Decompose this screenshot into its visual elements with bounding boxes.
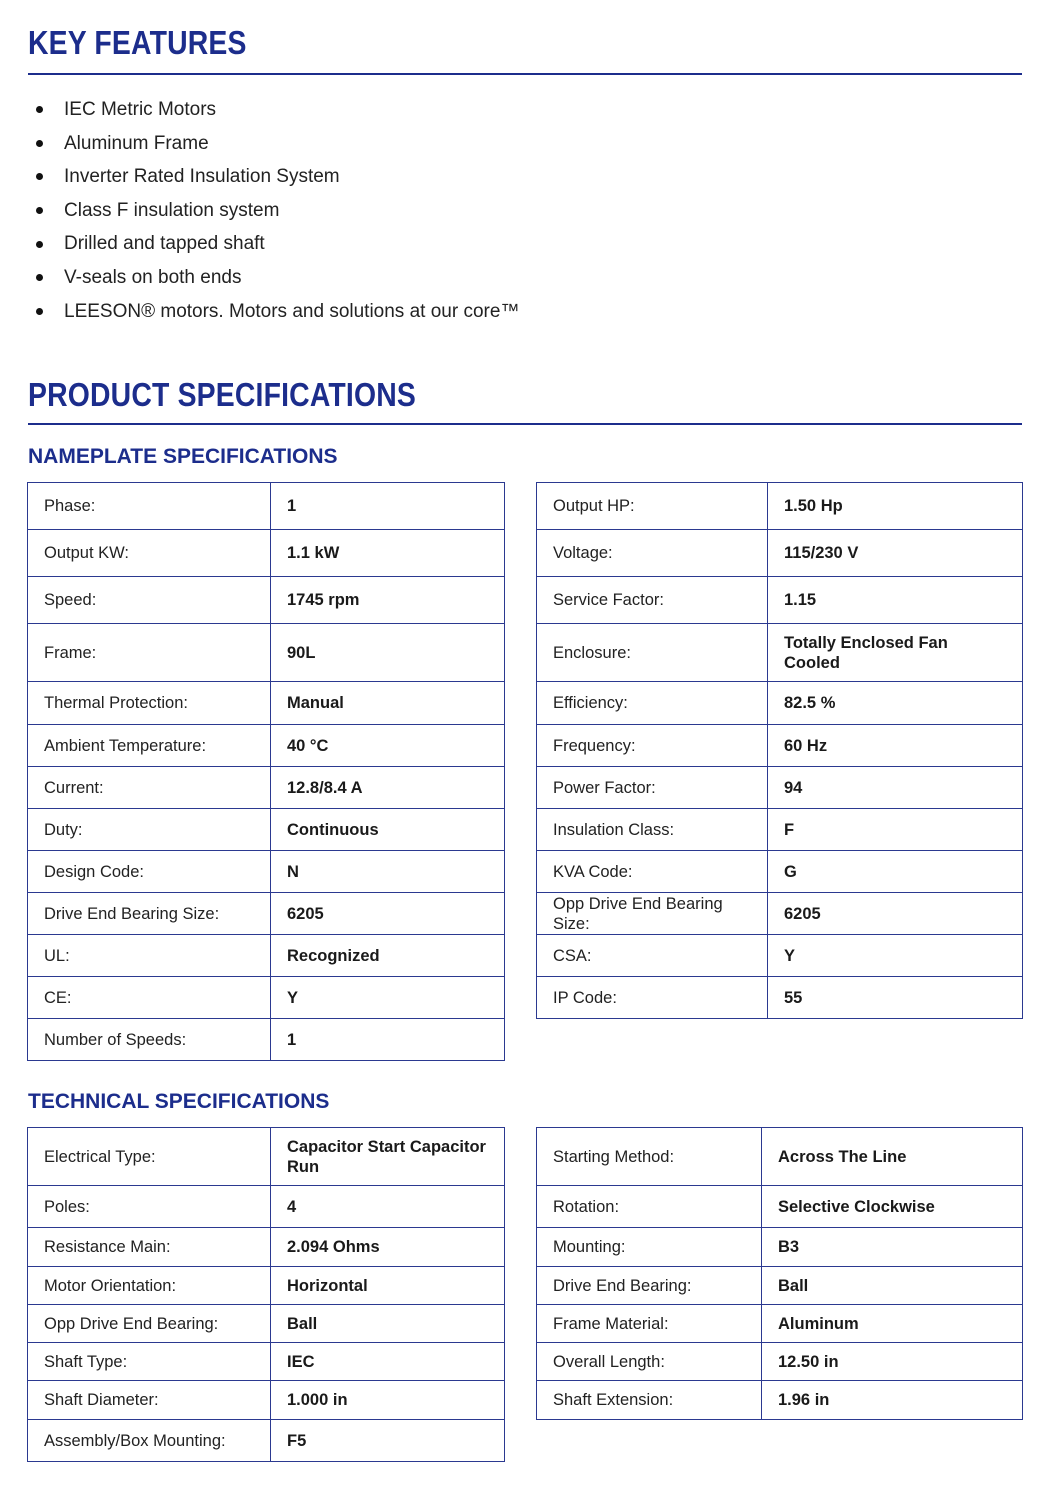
- spec-label: Output KW:: [28, 530, 271, 577]
- technical-table-left: [27, 1127, 505, 1462]
- spec-label: Opp Drive End Bearing Size:: [537, 893, 768, 935]
- spec-row: [537, 725, 1023, 767]
- spec-row: [537, 935, 1023, 977]
- spec-label: Frequency:: [537, 725, 768, 767]
- spec-label: Starting Method:: [537, 1128, 762, 1186]
- spec-row: [28, 483, 505, 530]
- spec-row: [28, 1381, 505, 1420]
- spec-row: [28, 893, 505, 935]
- spec-value: 94: [768, 767, 1023, 809]
- spec-value: 82.5 %: [768, 682, 1023, 725]
- spec-row: [537, 1343, 1023, 1381]
- spec-value: 1.15: [768, 577, 1023, 624]
- bullet-icon: [36, 106, 43, 113]
- spec-value: 6205: [768, 893, 1023, 935]
- spec-row: [537, 809, 1023, 851]
- spec-row: [537, 1186, 1023, 1228]
- spec-label: Voltage:: [537, 530, 768, 577]
- spec-label: Ambient Temperature:: [28, 725, 271, 767]
- product-specifications-heading: PRODUCT SPECIFICATIONS: [28, 376, 416, 413]
- spec-value: 1.1 kW: [271, 530, 505, 577]
- technical-table-right: [536, 1127, 1023, 1420]
- feature-item: LEESON® motors. Motors and solutions at our core™: [36, 295, 519, 329]
- key-features-list: [36, 93, 519, 328]
- spec-value: Y: [768, 935, 1023, 977]
- spec-value: 1: [271, 483, 505, 530]
- spec-label: Phase:: [28, 483, 271, 530]
- spec-label: Service Factor:: [537, 577, 768, 624]
- spec-row: [28, 977, 505, 1019]
- spec-label: Power Factor:: [537, 767, 768, 809]
- spec-value: N: [271, 851, 505, 893]
- spec-label: Output HP:: [537, 483, 768, 530]
- spec-label: KVA Code:: [537, 851, 768, 893]
- spec-label: Shaft Diameter:: [28, 1381, 271, 1420]
- spec-value: F5: [271, 1420, 505, 1462]
- bullet-icon: [36, 274, 43, 281]
- spec-label: Rotation:: [537, 1186, 762, 1228]
- spec-row: [28, 1420, 505, 1462]
- spec-value: Y: [271, 977, 505, 1019]
- spec-label: Drive End Bearing Size:: [28, 893, 271, 935]
- spec-value: 12.8/8.4 A: [271, 767, 505, 809]
- spec-value: Capacitor Start Capacitor Run: [271, 1128, 505, 1186]
- spec-label: CSA:: [537, 935, 768, 977]
- spec-row: [28, 1228, 505, 1267]
- spec-label: CE:: [28, 977, 271, 1019]
- spec-label: UL:: [28, 935, 271, 977]
- spec-value: Across The Line: [762, 1128, 1023, 1186]
- spec-label: Thermal Protection:: [28, 682, 271, 725]
- spec-label: Enclosure:: [537, 624, 768, 682]
- spec-value: 1.000 in: [271, 1381, 505, 1420]
- spec-label: Duty:: [28, 809, 271, 851]
- technical-specifications-heading: TECHNICAL SPECIFICATIONS: [28, 1090, 330, 1113]
- spec-row: [28, 624, 505, 682]
- spec-label: Assembly/Box Mounting:: [28, 1420, 271, 1462]
- key-features-heading: KEY FEATURES: [28, 24, 247, 61]
- spec-row: [537, 682, 1023, 725]
- spec-value: Recognized: [271, 935, 505, 977]
- spec-value: 90L: [271, 624, 505, 682]
- spec-row: [537, 893, 1023, 935]
- spec-row: [537, 767, 1023, 809]
- spec-row: [537, 1267, 1023, 1305]
- spec-value: 1.96 in: [762, 1381, 1023, 1420]
- spec-row: [537, 1305, 1023, 1343]
- feature-item: Class F insulation system: [36, 194, 519, 228]
- spec-value: 2.094 Ohms: [271, 1228, 505, 1267]
- spec-label: Frame Material:: [537, 1305, 762, 1343]
- spec-label: Drive End Bearing:: [537, 1267, 762, 1305]
- spec-value: B3: [762, 1228, 1023, 1267]
- spec-label: IP Code:: [537, 977, 768, 1019]
- spec-row: [28, 935, 505, 977]
- spec-label: Frame:: [28, 624, 271, 682]
- spec-label: Opp Drive End Bearing:: [28, 1305, 271, 1343]
- spec-label: Mounting:: [537, 1228, 762, 1267]
- spec-value: 4: [271, 1186, 505, 1228]
- spec-row: [28, 1267, 505, 1305]
- spec-row: [28, 851, 505, 893]
- spec-value: 1: [271, 1019, 505, 1061]
- spec-label: Design Code:: [28, 851, 271, 893]
- nameplate-specifications-heading: NAMEPLATE SPECIFICATIONS: [28, 445, 338, 468]
- spec-label: Motor Orientation:: [28, 1267, 271, 1305]
- spec-row: [28, 1019, 505, 1061]
- spec-value: 55: [768, 977, 1023, 1019]
- spec-value: Selective Clockwise: [762, 1186, 1023, 1228]
- feature-item: Inverter Rated Insulation System: [36, 160, 519, 194]
- spec-row: [28, 1305, 505, 1343]
- spec-value: IEC: [271, 1343, 505, 1381]
- spec-value: 60 Hz: [768, 725, 1023, 767]
- spec-value: F: [768, 809, 1023, 851]
- bullet-icon: [36, 173, 43, 180]
- spec-label: Resistance Main:: [28, 1228, 271, 1267]
- spec-value: 40 °C: [271, 725, 505, 767]
- spec-label: Shaft Type:: [28, 1343, 271, 1381]
- heading-divider: [28, 73, 1022, 75]
- spec-row: [537, 977, 1023, 1019]
- spec-value: 1.50 Hp: [768, 483, 1023, 530]
- spec-row: [28, 725, 505, 767]
- spec-value: Totally Enclosed Fan Cooled: [768, 624, 1023, 682]
- feature-item: Drilled and tapped shaft: [36, 227, 519, 261]
- spec-value: Continuous: [271, 809, 505, 851]
- spec-value: Manual: [271, 682, 505, 725]
- feature-item: Aluminum Frame: [36, 127, 519, 161]
- spec-label: Efficiency:: [537, 682, 768, 725]
- heading-divider: [28, 423, 1022, 425]
- spec-value: 1745 rpm: [271, 577, 505, 624]
- spec-row: [537, 1228, 1023, 1267]
- spec-row: [28, 809, 505, 851]
- spec-row: [28, 530, 505, 577]
- spec-row: [28, 1343, 505, 1381]
- spec-value: Ball: [271, 1305, 505, 1343]
- spec-value: 12.50 in: [762, 1343, 1023, 1381]
- spec-row: [537, 851, 1023, 893]
- spec-label: Speed:: [28, 577, 271, 624]
- bullet-icon: [36, 308, 43, 315]
- spec-value: 6205: [271, 893, 505, 935]
- spec-row: [537, 1381, 1023, 1420]
- feature-item: IEC Metric Motors: [36, 93, 519, 127]
- spec-label: Electrical Type:: [28, 1128, 271, 1186]
- spec-row: [537, 577, 1023, 624]
- spec-label: Poles:: [28, 1186, 271, 1228]
- spec-label: Shaft Extension:: [537, 1381, 762, 1420]
- spec-label: Number of Speeds:: [28, 1019, 271, 1061]
- spec-value: G: [768, 851, 1023, 893]
- spec-row: [537, 1128, 1023, 1186]
- spec-value: Horizontal: [271, 1267, 505, 1305]
- nameplate-table-right: [536, 482, 1023, 1019]
- spec-label: Current:: [28, 767, 271, 809]
- bullet-icon: [36, 140, 43, 147]
- spec-row: [28, 1128, 505, 1186]
- spec-label: Overall Length:: [537, 1343, 762, 1381]
- spec-row: [537, 483, 1023, 530]
- bullet-icon: [36, 241, 43, 248]
- feature-item: V-seals on both ends: [36, 261, 519, 295]
- nameplate-table-left: [27, 482, 505, 1061]
- spec-value: Aluminum: [762, 1305, 1023, 1343]
- spec-row: [28, 767, 505, 809]
- spec-label: Insulation Class:: [537, 809, 768, 851]
- spec-row: [537, 530, 1023, 577]
- spec-value: 115/230 V: [768, 530, 1023, 577]
- spec-row: [28, 1186, 505, 1228]
- spec-row: [537, 624, 1023, 682]
- bullet-icon: [36, 207, 43, 214]
- spec-row: [28, 577, 505, 624]
- spec-row: [28, 682, 505, 725]
- spec-value: Ball: [762, 1267, 1023, 1305]
